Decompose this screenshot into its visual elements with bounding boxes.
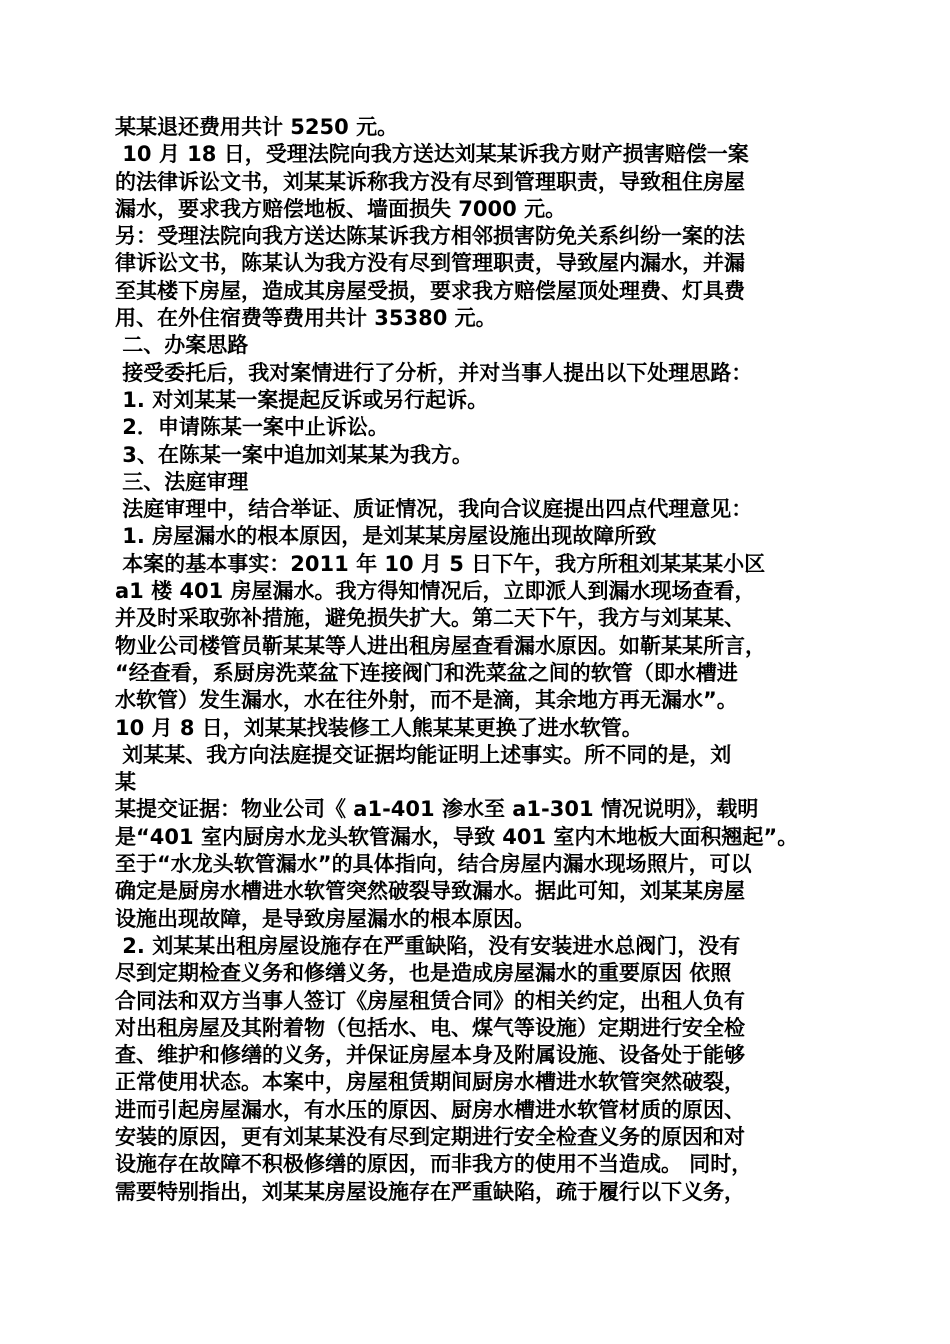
text-line: 对出租房屋及其附着物（包括水、电、煤气等设施）定期进行安全检 <box>115 1015 745 1040</box>
list-item: 3、在陈某一案中追加刘某某为我方。 <box>115 442 473 467</box>
text-line: 设施出现故障，是导致房屋漏水的根本原因。 <box>115 906 535 931</box>
text-line: 安装的原因，更有刘某某没有尽到定期进行安全检查义务的原因和对 <box>115 1124 745 1149</box>
text-line: a1 楼 401 房屋漏水。我方得知情况后，立即派人到漏水现场查看， <box>115 579 756 604</box>
section-heading-approach: 二、办案思路 <box>115 333 249 358</box>
text-line: 需要特别指出，刘某某房屋设施存在严重缺陷，疏于履行以下义务， <box>115 1179 745 1204</box>
text-line: 水软管）发生漏水，水在往外射，而不是滴，其余地方再无漏水”。 <box>115 688 738 713</box>
text-line: 接受委托后，我对案情进行了分析，并对当事人提出以下处理思路： <box>115 360 753 385</box>
text-line: 某某退还费用共计 5250 元。 <box>115 115 399 139</box>
list-item: 2. 刘某某出租房屋设施存在严重缺陷，没有安装进水总阀门，没有 <box>115 933 741 958</box>
text-line: 查、维护和修缮的义务，并保证房屋本身及附属设施、设备处于能够 <box>115 1043 745 1068</box>
text-line: 刘某某、我方向法庭提交证据均能证明上述事实。所不同的是，刘 <box>115 742 732 767</box>
text-line: 10 月 8 日，刘某某找装修工人熊某某更换了进水软管。 <box>115 715 643 740</box>
text-line: 律诉讼文书，陈某认为我方没有尽到管理职责，导致屋内漏水，并漏 <box>115 251 745 276</box>
section-heading-trial: 三、法庭审理 <box>115 469 249 494</box>
text-line: 合同法和双方当事人签订《房屋租赁合同》的相关约定，出租人负有 <box>115 988 745 1013</box>
text-line: 是“401 室内厨房水龙头软管漏水，导致 401 室内木地板大面积翘起”。 <box>115 824 799 849</box>
text-line: 尽到定期检查义务和修缮义务，也是造成房屋漏水的重要原因 依照 <box>115 961 732 986</box>
text-line: 至其楼下房屋，造成其房屋受损，要求我方赔偿屋顶处理费、灯具费 <box>115 278 745 303</box>
text-line: 进而引起房屋漏水，有水压的原因、厨房水槽进水软管材质的原因、 <box>115 1097 745 1122</box>
text-line: 设施存在故障不积极修缮的原因，而非我方的使用不当造成。 同时， <box>115 1152 753 1177</box>
text-line: 法庭审理中，结合举证、质证情况，我向合议庭提出四点代理意见： <box>115 497 753 522</box>
text-line: 确定是厨房水槽进水软管突然破裂导致漏水。据此可知，刘某某房屋 <box>115 879 745 904</box>
text-line: 的法律诉讼文书，刘某某诉称我方没有尽到管理职责，导致租住房屋 <box>115 169 745 194</box>
text-line: 正常使用状态。本案中，房屋租赁期间厨房水槽进水软管突然破裂， <box>115 1070 745 1095</box>
text-line: 另：受理法院向我方送达陈某诉我方相邻损害防免关系纠纷一案的法 <box>115 224 745 249</box>
text-line: 10 月 18 日，受理法院向我方送达刘某某诉我方财产损害赔偿一案 <box>115 142 749 167</box>
text-line: 用、在外住宿费等费用共计 35380 元。 <box>115 306 497 331</box>
text-line: “经查看，系厨房洗菜盆下连接阀门和洗菜盆之间的软管（即水槽进 <box>115 660 738 685</box>
text-line: 本案的基本事实：2011 年 10 月 5 日下午，我方所租刘某某某小区 <box>115 551 766 576</box>
text-line: 漏水，要求我方赔偿地板、墙面损失 7000 元。 <box>115 196 567 221</box>
text-line: 某提交证据：物业公司《 a1-401 渗水至 a1-301 情况说明》，载明 <box>115 797 759 822</box>
text-line: 物业公司楼管员靳某某等人进出租房屋查看漏水原因。如靳某某所言， <box>115 633 766 658</box>
list-item: 1. 房屋漏水的根本原因，是刘某某房屋设施出现故障所致 <box>115 524 657 549</box>
document-body <box>115 114 855 1206</box>
list-item: 2．申请陈某一案中止诉讼。 <box>115 415 389 440</box>
text-line: 至于“水龙头软管漏水”的具体指向，结合房屋内漏水现场照片，可以 <box>115 852 752 877</box>
text-line: 并及时采取弥补措施，避免损失扩大。第二天下午，我方与刘某某、 <box>115 606 745 631</box>
text-line: 某 <box>115 770 136 795</box>
list-item: 1. 对刘某某一案提起反诉或另行起诉。 <box>115 387 489 412</box>
